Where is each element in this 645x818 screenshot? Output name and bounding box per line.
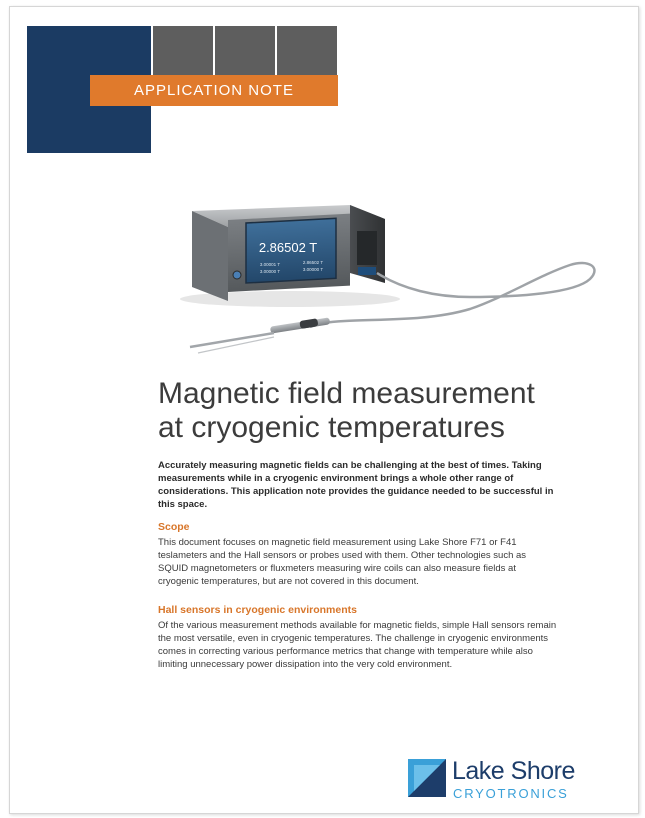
section-heading-hall-sensors: Hall sensors in cryogenic environments [158, 604, 357, 616]
section-heading-scope: Scope [158, 521, 190, 533]
side-panel [357, 231, 377, 265]
teslameter-product-image [170, 201, 639, 371]
header-gray-block [153, 26, 213, 76]
probe-grip [299, 318, 318, 329]
page-title: Magnetic field measurement at cryogenic temperatures [158, 377, 535, 444]
header-gray-block [277, 26, 337, 76]
logo-wordmark: Lake Shore [452, 757, 575, 785]
lake-shore-logo [408, 757, 628, 802]
document-page [9, 6, 639, 814]
section-body-hall-sensors: Of the various measurement methods available for magnetic fields, simple Hall sensors remain the most versatile, even in cryogenic temperatures. The challenge in cryogenic environments comes in correcting various performance metrics that change with temperature while also limiting unnecessary power dissipation into the very cold environment. [158, 620, 557, 670]
screen-sub-value: 3.00000 T [259, 269, 281, 274]
screen-sub-value: 3.00000 T [302, 267, 324, 272]
section-body-scope: This document focuses on magnetic field measurement using Lake Shore F71 or F41 teslameters and the Hall sensors or probes used with them. Other technologies such as SQUID magnetometers or fluxmeters measuring wire coils can also measure fields at cryogenic temperatures, but are not covered in this document. [158, 537, 527, 587]
screen-sub-value: 2.86502 T [302, 260, 324, 265]
screen-main-value: 2.86502 T [258, 240, 318, 255]
application-note-banner: APPLICATION NOTE [90, 75, 338, 106]
screen-sub-value: 3.00001 T [259, 262, 281, 267]
lake-shore-mark-icon [408, 759, 446, 797]
intro-paragraph: Accurately measuring magnetic fields can be challenging at the best of times. Taking measurements while in a cryogenic environment brings a whole other range of considerations. This application note provides the guidance needed to be successful in this space. [158, 460, 554, 510]
header-gray-block [215, 26, 275, 76]
power-button [233, 271, 241, 279]
logo-subtitle: CRYOTRONICS [453, 786, 569, 801]
side-badge [358, 267, 376, 275]
